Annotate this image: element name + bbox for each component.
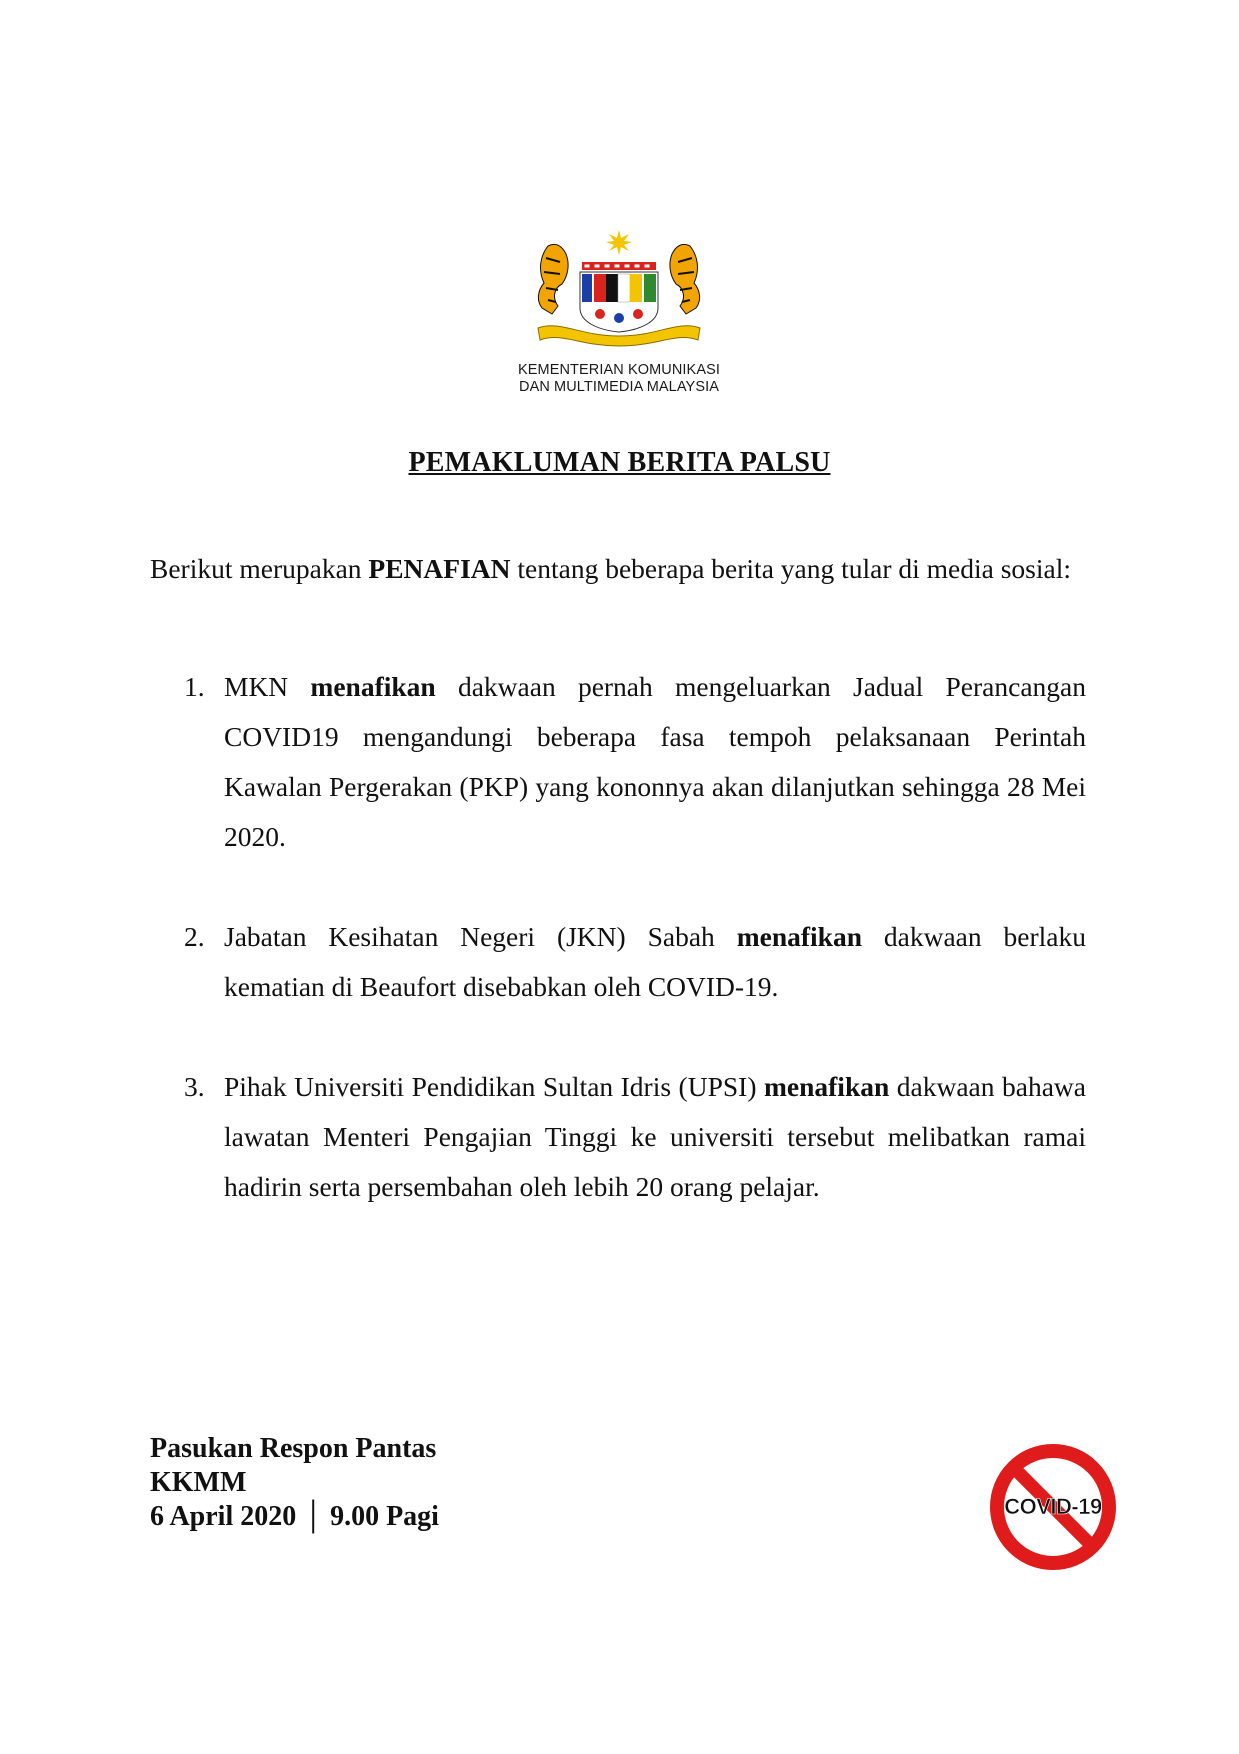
list-item-number: 2.	[184, 921, 205, 952]
list-item-text-after: dakwaan berlaku kematian di Beaufort disebabkan oleh COVID-19.	[224, 921, 1086, 1002]
intro-paragraph	[150, 544, 1086, 594]
list-item-text-after: dakwaan bahawa lawatan Menteri Pengajian Tinggi ke universiti tersebut melibatkan ramai hadirin serta persembahan oleh lebih 20 orang pelajar.	[224, 1071, 1086, 1202]
signature-block	[150, 1432, 439, 1534]
ministry-name-line-1: KEMENTERIAN KOMUNIKASI	[517, 362, 720, 378]
signature-date: 6 April 2020	[150, 1501, 297, 1532]
ministry-name	[500, 362, 738, 396]
signature-time: 9.00 Pagi	[330, 1501, 439, 1532]
list-item	[184, 1062, 1086, 1212]
badge-text: COVID-19	[1004, 1494, 1102, 1519]
document-title: PEMAKLUMAN BERITA PALSU	[408, 447, 831, 478]
list-item-text-after: dakwaan pernah mengeluarkan Jadual Perancangan COVID19 mengandungi beberapa fasa tempoh pelaksanaan Perintah Kawalan Pergerakan (PKP) yang kononnya akan dilanjutkan sehingga 28 Mei 2020.	[224, 671, 1086, 852]
signature-separator: │	[303, 1501, 324, 1532]
list-item-bold-text: menafikan	[310, 671, 436, 702]
list-item-number: 1.	[184, 671, 205, 702]
list-item-text-before: MKN	[224, 671, 311, 702]
intro-text-before: Berikut merupakan	[150, 553, 369, 584]
list-item	[184, 662, 1086, 862]
intro-text-after: tentang beberapa berita yang tular di media sosial:	[510, 553, 1071, 584]
ministry-name-line-2: DAN MULTIMEDIA MALAYSIA	[519, 379, 719, 395]
list-item-bold-text: menafikan	[763, 1071, 890, 1102]
signature-org: KKMM	[150, 1467, 247, 1498]
no-covid-19-icon	[988, 1442, 1118, 1572]
list-item	[184, 912, 1086, 1012]
list-item-bold-text: menafikan	[736, 921, 862, 952]
signature-team: Pasukan Respon Pantas	[150, 1433, 437, 1464]
list-item-number: 3.	[184, 1071, 205, 1102]
list-item-text-before: Jabatan Kesihatan Negeri (JKN) Sabah	[224, 921, 737, 952]
list-item-text-before: Pihak Universiti Pendidikan Sultan Idris (UPSI)	[224, 1071, 764, 1102]
coat-of-arms-logo	[530, 228, 708, 348]
intro-bold-text: PENAFIAN	[368, 553, 511, 584]
signature-date-time	[150, 1500, 439, 1534]
